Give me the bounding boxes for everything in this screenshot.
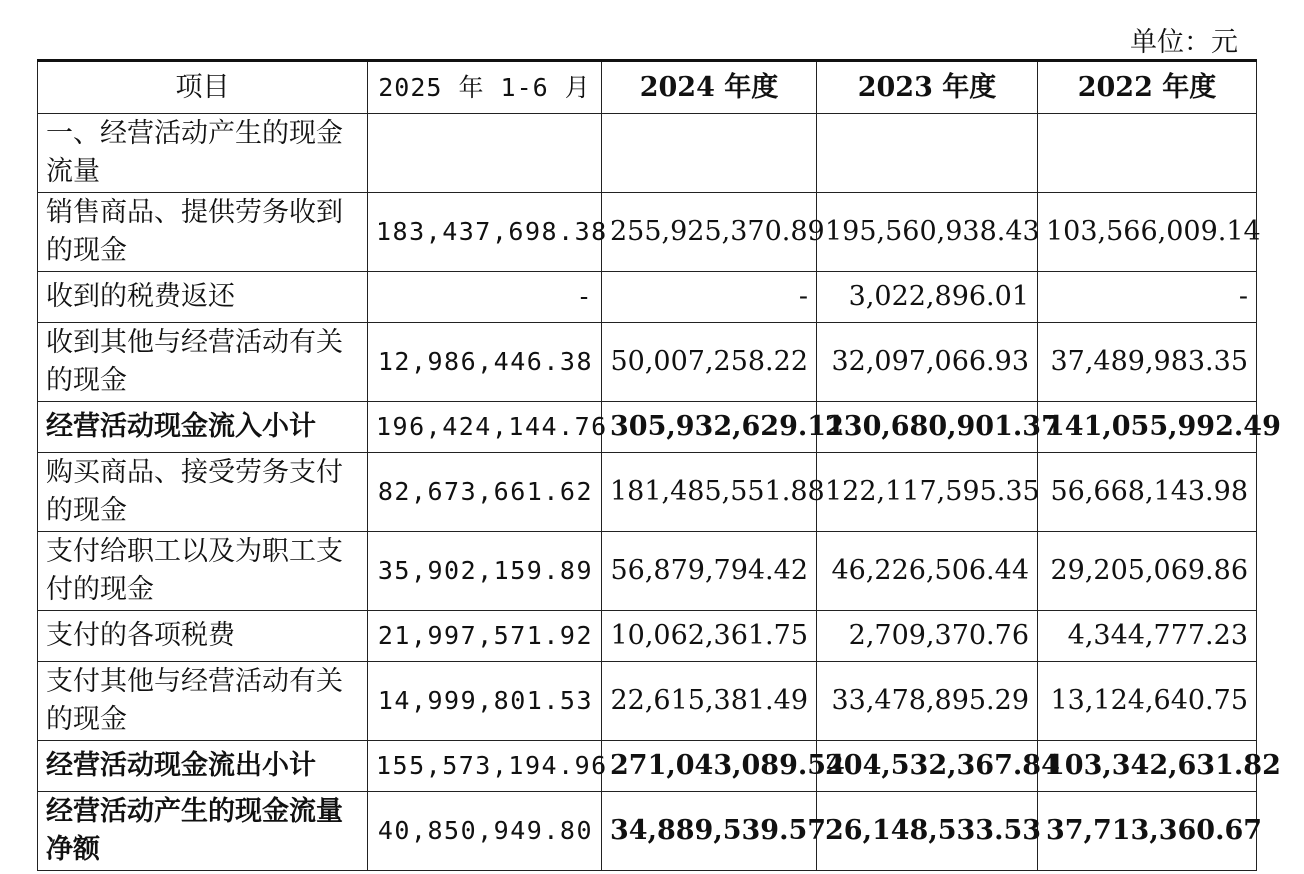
unit-label: 单位：元 — [1130, 27, 1238, 58]
cell-2022: - — [1038, 272, 1257, 323]
table-row — [38, 532, 1257, 611]
cell-2023: 204,532,367.84 — [817, 741, 1038, 792]
cell-2022: 37,713,360.67 — [1038, 792, 1257, 871]
cell-2023: 46,226,506.44 — [817, 532, 1038, 611]
cell-2023: 230,680,901.37 — [817, 402, 1038, 453]
cell-2024: 305,932,629.11 — [602, 402, 817, 453]
table-row-subtotal — [38, 741, 1257, 792]
header-2022: 2022 年度 — [1038, 61, 1257, 114]
cell-2023: 33,478,895.29 — [817, 662, 1038, 741]
header-2023: 2023 年度 — [817, 61, 1038, 114]
cell-2023: 122,117,595.35 — [817, 453, 1038, 532]
header-2024: 2024 年度 — [602, 61, 817, 114]
row-label: 一、经营活动产生的现金流量 — [38, 114, 368, 193]
cell-2024: 181,485,551.88 — [602, 453, 817, 532]
cell-2023 — [817, 114, 1038, 193]
header-2025-h1: 2025 年 1-6 月 — [368, 61, 602, 114]
cell-2024: 56,879,794.42 — [602, 532, 817, 611]
cell-2022: 13,124,640.75 — [1038, 662, 1257, 741]
cell-2024 — [602, 114, 817, 193]
row-label: 购买商品、接受劳务支付的现金 — [38, 453, 368, 532]
table-row — [38, 114, 1257, 193]
cell-2022: 103,342,631.82 — [1038, 741, 1257, 792]
cell-2024: 22,615,381.49 — [602, 662, 817, 741]
cell-2025-h1: 21,997,571.92 — [368, 611, 602, 662]
table-row-subtotal — [38, 402, 1257, 453]
row-label: 收到其他与经营活动有关的现金 — [38, 323, 368, 402]
table-row — [38, 611, 1257, 662]
cash-flow-table — [37, 59, 1281, 871]
table-row — [38, 323, 1257, 402]
cell-2025-h1: 196,424,144.76 — [368, 402, 602, 453]
cell-2025-h1: 40,850,949.80 — [368, 792, 602, 871]
cell-2022: 29,205,069.86 — [1038, 532, 1257, 611]
row-label: 支付给职工以及为职工支付的现金 — [38, 532, 368, 611]
cell-2022 — [1038, 114, 1257, 193]
cell-2025-h1: 82,673,661.62 — [368, 453, 602, 532]
header-item: 项目 — [38, 61, 368, 114]
cell-2025-h1: 155,573,194.96 — [368, 741, 602, 792]
cell-2023: 195,560,938.43 — [817, 193, 1038, 272]
cell-2022: 4,344,777.23 — [1038, 611, 1257, 662]
row-label: 经营活动产生的现金流量净额 — [38, 792, 368, 871]
cell-2024: 255,925,370.89 — [602, 193, 817, 272]
row-label: 收到的税费返还 — [38, 272, 368, 323]
row-label: 支付的各项税费 — [38, 611, 368, 662]
cell-2024: 271,043,089.54 — [602, 741, 817, 792]
cell-2025-h1: - — [368, 272, 602, 323]
row-label: 经营活动现金流入小计 — [38, 402, 368, 453]
cell-2023: 32,097,066.93 — [817, 323, 1038, 402]
table-row — [38, 272, 1257, 323]
cell-2025-h1: 12,986,446.38 — [368, 323, 602, 402]
table-row — [38, 453, 1257, 532]
cell-2024: 50,007,258.22 — [602, 323, 817, 402]
cell-2023: 3,022,896.01 — [817, 272, 1038, 323]
cell-2025-h1 — [368, 114, 602, 193]
cell-2023: 2,709,370.76 — [817, 611, 1038, 662]
cell-2025-h1: 35,902,159.89 — [368, 532, 602, 611]
table-row-net-total — [38, 792, 1257, 871]
cell-2023: 26,148,533.53 — [817, 792, 1038, 871]
cell-2025-h1: 14,999,801.53 — [368, 662, 602, 741]
cell-2022: 56,668,143.98 — [1038, 453, 1257, 532]
table-row — [38, 662, 1257, 741]
cell-2024: 10,062,361.75 — [602, 611, 817, 662]
cell-2024: - — [602, 272, 817, 323]
cell-2022: 37,489,983.35 — [1038, 323, 1257, 402]
row-label: 经营活动现金流出小计 — [38, 741, 368, 792]
cell-2022: 141,055,992.49 — [1038, 402, 1257, 453]
row-label: 销售商品、提供劳务收到的现金 — [38, 193, 368, 272]
table-header-row — [38, 61, 1257, 114]
cell-2022: 103,566,009.14 — [1038, 193, 1257, 272]
cell-2025-h1: 183,437,698.38 — [368, 193, 602, 272]
row-label: 支付其他与经营活动有关的现金 — [38, 662, 368, 741]
table-row — [38, 193, 1257, 272]
cell-2024: 34,889,539.57 — [602, 792, 817, 871]
